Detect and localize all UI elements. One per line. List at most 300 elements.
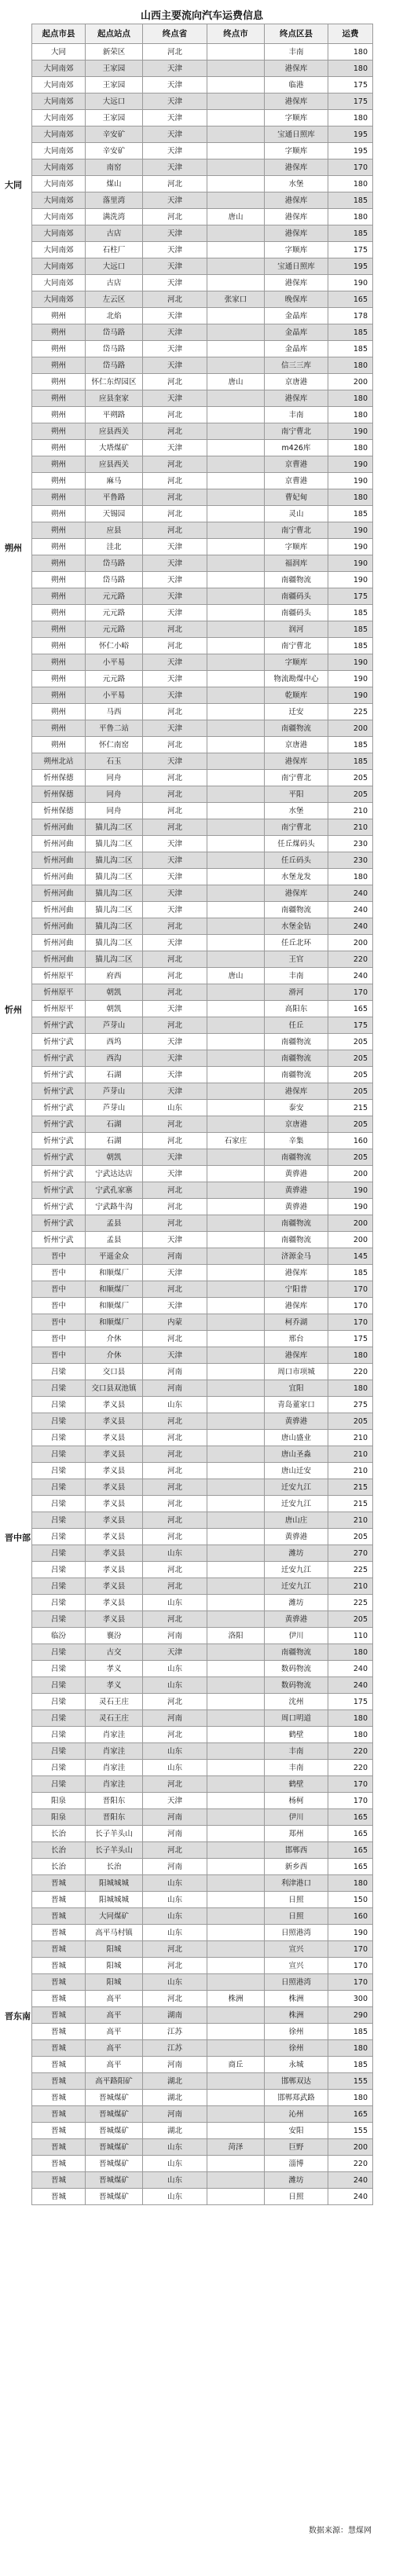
cell-origin-city: 大同南郊 [32, 77, 86, 93]
cell-fee: 155 [328, 2123, 373, 2139]
cell-origin-city: 吕梁 [32, 1430, 86, 1446]
cell-dest-city [207, 1842, 265, 1859]
cell-fee: 190 [328, 473, 373, 489]
table-row [32, 671, 373, 687]
cell-origin-city: 大同南郊 [32, 192, 86, 209]
cell-origin-city: 忻州宁武 [32, 1116, 86, 1133]
cell-dest-district: 南宁曹北 [265, 423, 328, 440]
cell-dest-province: 天津 [143, 572, 207, 588]
table-row [32, 770, 373, 786]
cell-fee: 185 [328, 621, 373, 638]
cell-fee: 190 [328, 1199, 373, 1215]
cell-origin-city: 吕梁 [32, 1595, 86, 1611]
cell-dest-city [207, 93, 265, 110]
cell-origin-city: 朔州 [32, 737, 86, 753]
cell-dest-district: 任丘码头 [265, 852, 328, 869]
cell-dest-province: 河南 [143, 1710, 207, 1727]
cell-origin-station: 古店 [86, 225, 143, 242]
cell-fee: 165 [328, 1001, 373, 1017]
cell-fee: 190 [328, 687, 373, 704]
cell-dest-province: 山东 [143, 1760, 207, 1776]
cell-fee: 190 [328, 555, 373, 572]
cell-origin-station: 应县西关 [86, 423, 143, 440]
cell-dest-district: 郑州 [265, 1826, 328, 1842]
cell-dest-city [207, 605, 265, 621]
cell-fee: 200 [328, 1166, 373, 1182]
table-row [32, 638, 373, 654]
cell-fee: 200 [328, 374, 373, 390]
table-row [32, 1628, 373, 1644]
cell-dest-city [207, 1793, 265, 1809]
cell-dest-province: 天津 [143, 242, 207, 258]
cell-dest-city [207, 803, 265, 819]
cell-dest-district: 物流勘煤中心 [265, 671, 328, 687]
cell-dest-province: 河北 [143, 291, 207, 308]
cell-origin-city: 吕梁 [32, 1380, 86, 1397]
cell-dest-district: 唐山庄 [265, 1512, 328, 1529]
cell-dest-district: 宝通日照库 [265, 258, 328, 275]
table-row [32, 1100, 373, 1116]
cell-fee: 205 [328, 1050, 373, 1067]
cell-origin-station: 西沟 [86, 1050, 143, 1067]
cell-dest-city [207, 1265, 265, 1281]
cell-origin-station: 晋阳东 [86, 1809, 143, 1826]
cell-dest-city [207, 126, 265, 143]
cell-fee: 185 [328, 638, 373, 654]
cell-fee: 200 [328, 1232, 373, 1248]
cell-origin-station: 高平 [86, 2007, 143, 2024]
cell-dest-province: 河北 [143, 737, 207, 753]
cell-dest-province: 河北 [143, 1529, 207, 1545]
cell-dest-city [207, 1496, 265, 1512]
cell-dest-province: 山东 [143, 1677, 207, 1694]
cell-dest-province: 湖北 [143, 2123, 207, 2139]
cell-fee: 240 [328, 2172, 373, 2189]
cell-dest-city [207, 1182, 265, 1199]
cell-dest-district: 港保库 [265, 1083, 328, 1100]
cell-origin-city: 忻州河曲 [32, 902, 86, 918]
cell-origin-city: 朔州 [32, 572, 86, 588]
cell-fee: 185 [328, 192, 373, 209]
cell-fee: 205 [328, 1067, 373, 1083]
cell-dest-province: 天津 [143, 1347, 207, 1364]
cell-dest-district: 港保库 [265, 1347, 328, 1364]
cell-dest-province: 天津 [143, 654, 207, 671]
cell-fee: 165 [328, 1809, 373, 1826]
cell-dest-city [207, 1067, 265, 1083]
cell-dest-city [207, 1595, 265, 1611]
cell-origin-station: 应县奎家 [86, 390, 143, 407]
table-row [32, 1908, 373, 1925]
cell-origin-city: 忻州宁武 [32, 1100, 86, 1116]
cell-origin-city: 晋城 [32, 1991, 86, 2007]
cell-dest-district: 日照 [265, 1908, 328, 1925]
cell-dest-city [207, 1034, 265, 1050]
cell-origin-city: 晋城 [32, 1958, 86, 1974]
cell-fee: 175 [328, 1017, 373, 1034]
cell-origin-station: 古店 [86, 275, 143, 291]
cell-origin-city: 吕梁 [32, 1694, 86, 1710]
cell-origin-station: 猫儿沟二区 [86, 935, 143, 951]
table-row [32, 902, 373, 918]
cell-dest-city: 石家庄 [207, 1133, 265, 1149]
cell-fee: 190 [328, 539, 373, 555]
cell-origin-station: 阳城 [86, 1958, 143, 1974]
table-row [32, 687, 373, 704]
cell-dest-city [207, 1463, 265, 1479]
cell-fee: 180 [328, 390, 373, 407]
cell-dest-district: 金晶库 [265, 308, 328, 324]
cell-dest-city [207, 1149, 265, 1166]
cell-origin-station: 孝义县 [86, 1413, 143, 1430]
header-origin-station: 起点站点 [86, 24, 143, 44]
cell-dest-district: 迁安九江 [265, 1479, 328, 1496]
cell-dest-district: 高阳东 [265, 1001, 328, 1017]
cell-dest-district: 新乡西 [265, 1859, 328, 1875]
cell-fee: 190 [328, 275, 373, 291]
cell-dest-province: 河北 [143, 209, 207, 225]
cell-dest-city [207, 2123, 265, 2139]
cell-fee: 165 [328, 1842, 373, 1859]
cell-dest-district: 水堡 [265, 803, 328, 819]
cell-fee: 240 [328, 902, 373, 918]
table-body [32, 44, 373, 2205]
cell-dest-city [207, 2073, 265, 2090]
cell-dest-district: 港保库 [265, 1298, 328, 1314]
cell-dest-province: 河北 [143, 1991, 207, 2007]
cell-dest-province: 河北 [143, 770, 207, 786]
cell-dest-city [207, 77, 265, 93]
header-origin-city: 起点市县 [32, 24, 86, 44]
cell-origin-city: 晋城 [32, 1908, 86, 1925]
cell-dest-district: 巨野 [265, 2139, 328, 2156]
cell-fee: 110 [328, 1628, 373, 1644]
cell-dest-district: 邯郸郑武路 [265, 2090, 328, 2106]
cell-fee: 180 [328, 60, 373, 77]
cell-origin-city: 晋城 [32, 1892, 86, 1908]
cell-dest-district: 水堡金钻 [265, 918, 328, 935]
table-row [32, 1644, 373, 1661]
cell-dest-province: 天津 [143, 258, 207, 275]
cell-fee: 145 [328, 1248, 373, 1265]
cell-origin-station: 晋城煤矿 [86, 2090, 143, 2106]
cell-origin-city: 晋中 [32, 1298, 86, 1314]
cell-dest-city [207, 143, 265, 159]
table-row [32, 1496, 373, 1512]
cell-dest-province: 天津 [143, 1034, 207, 1050]
cell-origin-station: 大远口 [86, 93, 143, 110]
cell-dest-province: 山东 [143, 2189, 207, 2205]
cell-origin-city: 大同南郊 [32, 110, 86, 126]
cell-origin-station: 交口县双池镇 [86, 1380, 143, 1397]
cell-dest-city [207, 110, 265, 126]
data-source [309, 2523, 372, 2535]
cell-dest-city [207, 588, 265, 605]
cell-dest-district: 黄骅港 [265, 1413, 328, 1430]
cell-origin-city: 忻州原平 [32, 968, 86, 984]
cell-origin-city: 大同南郊 [32, 60, 86, 77]
table-row [32, 522, 373, 539]
table-row [32, 1562, 373, 1578]
cell-dest-province: 河北 [143, 1281, 207, 1298]
cell-origin-station: 王家园 [86, 77, 143, 93]
cell-origin-station: 孝义县 [86, 1496, 143, 1512]
cell-origin-station: 石玉 [86, 753, 143, 770]
cell-origin-station: 麻马 [86, 473, 143, 489]
cell-dest-city [207, 1215, 265, 1232]
cell-fee: 175 [328, 588, 373, 605]
cell-origin-station: 宁武达达店 [86, 1166, 143, 1182]
cell-origin-city: 晋城 [32, 2156, 86, 2172]
cell-dest-province: 天津 [143, 935, 207, 951]
cell-fee: 180 [328, 407, 373, 423]
cell-dest-city [207, 2024, 265, 2040]
cell-dest-province: 天津 [143, 110, 207, 126]
cell-origin-station: 孝义县 [86, 1446, 143, 1463]
cell-origin-station: 孝义县 [86, 1463, 143, 1479]
table-row [32, 1463, 373, 1479]
cell-dest-city [207, 1298, 265, 1314]
cell-dest-province: 河北 [143, 1958, 207, 1974]
cell-origin-station: 小平易 [86, 654, 143, 671]
cell-dest-province: 天津 [143, 720, 207, 737]
cell-origin-city: 大同南郊 [32, 159, 86, 176]
cell-dest-province: 天津 [143, 93, 207, 110]
cell-origin-station: 猫儿沟二区 [86, 885, 143, 902]
cell-origin-station: 辛安矿 [86, 143, 143, 159]
table-row [32, 1331, 373, 1347]
cell-dest-province: 天津 [143, 1001, 207, 1017]
cell-origin-station: 晋城煤矿 [86, 2106, 143, 2123]
cell-origin-city: 忻州原平 [32, 984, 86, 1001]
cell-dest-district: 丰南 [265, 407, 328, 423]
cell-origin-city: 吕梁 [32, 1727, 86, 1743]
cell-dest-district: 宝通日照库 [265, 126, 328, 143]
cell-dest-district: 杨柯 [265, 1793, 328, 1809]
cell-dest-province: 河北 [143, 407, 207, 423]
cell-dest-city [207, 159, 265, 176]
cell-dest-district: 永城 [265, 2057, 328, 2073]
cell-dest-district: 福润库 [265, 555, 328, 572]
table-row [32, 1941, 373, 1958]
table-row [32, 869, 373, 885]
cell-dest-district: 港保库 [265, 390, 328, 407]
cell-dest-province: 河北 [143, 1578, 207, 1595]
cell-dest-district: 京曹港 [265, 456, 328, 473]
table-row [32, 1364, 373, 1380]
table-row [32, 1842, 373, 1859]
cell-origin-station: 孝义县 [86, 1578, 143, 1595]
cell-dest-province: 河北 [143, 44, 207, 60]
cell-fee: 175 [328, 77, 373, 93]
table-row [32, 918, 373, 935]
cell-dest-city [207, 1826, 265, 1842]
cell-origin-city: 忻州宁武 [32, 1149, 86, 1166]
table-row [32, 654, 373, 671]
cell-origin-station: 灵石王庄 [86, 1710, 143, 1727]
cell-dest-city [207, 2007, 265, 2024]
cell-dest-province: 天津 [143, 225, 207, 242]
table-row [32, 1826, 373, 1842]
cell-origin-city: 吕梁 [32, 1545, 86, 1562]
cell-origin-city: 朔州 [32, 638, 86, 654]
cell-dest-province: 山东 [143, 2139, 207, 2156]
table-row [32, 836, 373, 852]
cell-dest-city [207, 2106, 265, 2123]
cell-origin-station: 左云区 [86, 291, 143, 308]
cell-origin-city: 阳泉 [32, 1809, 86, 1826]
cell-dest-province: 河北 [143, 819, 207, 836]
cell-dest-city: 洛阳 [207, 1628, 265, 1644]
cell-fee: 180 [328, 869, 373, 885]
cell-dest-district: 黄骅港 [265, 1199, 328, 1215]
cell-dest-district: 润河 [265, 621, 328, 638]
table-row [32, 1611, 373, 1628]
cell-fee: 160 [328, 1908, 373, 1925]
cell-dest-district: 南宁曹北 [265, 522, 328, 539]
cell-origin-station: 同舟 [86, 803, 143, 819]
cell-dest-province: 湖北 [143, 2090, 207, 2106]
cell-origin-station: 大塔煤矿 [86, 440, 143, 456]
cell-origin-station: 孝义 [86, 1677, 143, 1694]
cell-dest-district: 伊川 [265, 1628, 328, 1644]
cell-dest-district: 黄骅港 [265, 1611, 328, 1628]
cell-origin-city: 忻州河曲 [32, 951, 86, 968]
cell-dest-district: 王官 [265, 951, 328, 968]
cell-dest-district: 唐山盛业 [265, 1430, 328, 1446]
cell-origin-city: 朔州 [32, 489, 86, 506]
cell-dest-district: 淄博 [265, 2156, 328, 2172]
cell-dest-province: 天津 [143, 902, 207, 918]
table-row [32, 1859, 373, 1875]
cell-dest-province: 江苏 [143, 2040, 207, 2057]
cell-origin-city: 忻州宁武 [32, 1166, 86, 1182]
cell-dest-province: 河北 [143, 638, 207, 654]
table-row [32, 2123, 373, 2139]
cell-fee: 205 [328, 1529, 373, 1545]
cell-fee: 185 [328, 2057, 373, 2073]
table-row [32, 473, 373, 489]
source-brand: 慧煤网 [348, 2527, 372, 2535]
cell-dest-city [207, 572, 265, 588]
cell-dest-district: 京曹港 [265, 473, 328, 489]
table-row [32, 126, 373, 143]
cell-dest-district: 徐州 [265, 2040, 328, 2057]
cell-dest-district: 潍坊 [265, 2172, 328, 2189]
cell-dest-city [207, 1116, 265, 1133]
cell-dest-city [207, 869, 265, 885]
cell-fee: 220 [328, 1364, 373, 1380]
cell-origin-city: 大同南郊 [32, 176, 86, 192]
cell-origin-city: 吕梁 [32, 1644, 86, 1661]
cell-origin-station: 芦芽山 [86, 1100, 143, 1116]
table-row [32, 456, 373, 473]
cell-dest-district: 南疆物流 [265, 720, 328, 737]
cell-dest-district: 港保库 [265, 275, 328, 291]
cell-dest-district: 南宁曹北 [265, 770, 328, 786]
cell-origin-station: 孝义县 [86, 1512, 143, 1529]
cell-origin-city: 吕梁 [32, 1743, 86, 1760]
cell-fee: 210 [328, 1430, 373, 1446]
table-row [32, 1232, 373, 1248]
cell-origin-city: 晋中 [32, 1248, 86, 1265]
cell-origin-station: 同舟 [86, 770, 143, 786]
cell-dest-city [207, 852, 265, 869]
cell-dest-province: 江苏 [143, 2024, 207, 2040]
table-row [32, 143, 373, 159]
table-row [32, 1067, 373, 1083]
cell-origin-city: 晋城 [32, 2189, 86, 2205]
cell-dest-city [207, 1644, 265, 1661]
cell-dest-province: 河南 [143, 1826, 207, 1842]
cell-fee: 175 [328, 242, 373, 258]
cell-fee: 240 [328, 1661, 373, 1677]
cell-dest-district: 南疆物流 [265, 1034, 328, 1050]
table-row [32, 1529, 373, 1545]
cell-origin-station: 肖家洼 [86, 1776, 143, 1793]
cell-fee: 200 [328, 1215, 373, 1232]
cell-fee: 180 [328, 1727, 373, 1743]
cell-dest-province: 山东 [143, 1925, 207, 1941]
table-row [32, 2073, 373, 2090]
cell-origin-station: 孝义 [86, 1661, 143, 1677]
cell-origin-station: 孝义县 [86, 1397, 143, 1413]
table-row [32, 1446, 373, 1463]
cell-dest-province: 河北 [143, 1446, 207, 1463]
cell-dest-district: 迁安九江 [265, 1562, 328, 1578]
cell-dest-city [207, 1050, 265, 1067]
cell-origin-city: 吕梁 [32, 1413, 86, 1430]
cell-origin-station: 石湖 [86, 1133, 143, 1149]
cell-dest-city [207, 720, 265, 737]
table-row [32, 720, 373, 737]
cell-origin-city: 晋城 [32, 2106, 86, 2123]
cell-dest-city: 唐山 [207, 374, 265, 390]
cell-dest-city [207, 2090, 265, 2106]
cell-dest-city [207, 258, 265, 275]
cell-origin-city: 朔州 [32, 687, 86, 704]
cell-dest-district: 南疆物流 [265, 1149, 328, 1166]
cell-dest-district: 沈州 [265, 1694, 328, 1710]
cell-origin-station: 高平 [86, 2057, 143, 2073]
cell-dest-district: 港保库 [265, 225, 328, 242]
cell-dest-city [207, 1512, 265, 1529]
cell-fee: 225 [328, 1562, 373, 1578]
cell-dest-province: 山东 [143, 1397, 207, 1413]
cell-dest-district: 丰南 [265, 44, 328, 60]
cell-dest-district: 数码物流 [265, 1677, 328, 1694]
cell-origin-city: 吕梁 [32, 1760, 86, 1776]
cell-dest-district: 沁州 [265, 2106, 328, 2123]
cell-dest-district: 济源金马 [265, 1248, 328, 1265]
table-row [32, 357, 373, 374]
cell-dest-province: 河北 [143, 1331, 207, 1347]
cell-dest-province: 河北 [143, 1215, 207, 1232]
cell-dest-city [207, 638, 265, 654]
table-row [32, 506, 373, 522]
cell-origin-station: 长子羊头山 [86, 1826, 143, 1842]
cell-dest-district: 黄骅港 [265, 1182, 328, 1199]
table-row [32, 1397, 373, 1413]
cell-origin-city: 忻州宁武 [32, 1034, 86, 1050]
cell-fee: 230 [328, 852, 373, 869]
cell-dest-district: 迁安九江 [265, 1496, 328, 1512]
cell-origin-station: 元元路 [86, 621, 143, 638]
cell-dest-city [207, 324, 265, 341]
cell-dest-province: 天津 [143, 440, 207, 456]
cell-fee: 165 [328, 2106, 373, 2123]
cell-origin-station: 石湖 [86, 1067, 143, 1083]
